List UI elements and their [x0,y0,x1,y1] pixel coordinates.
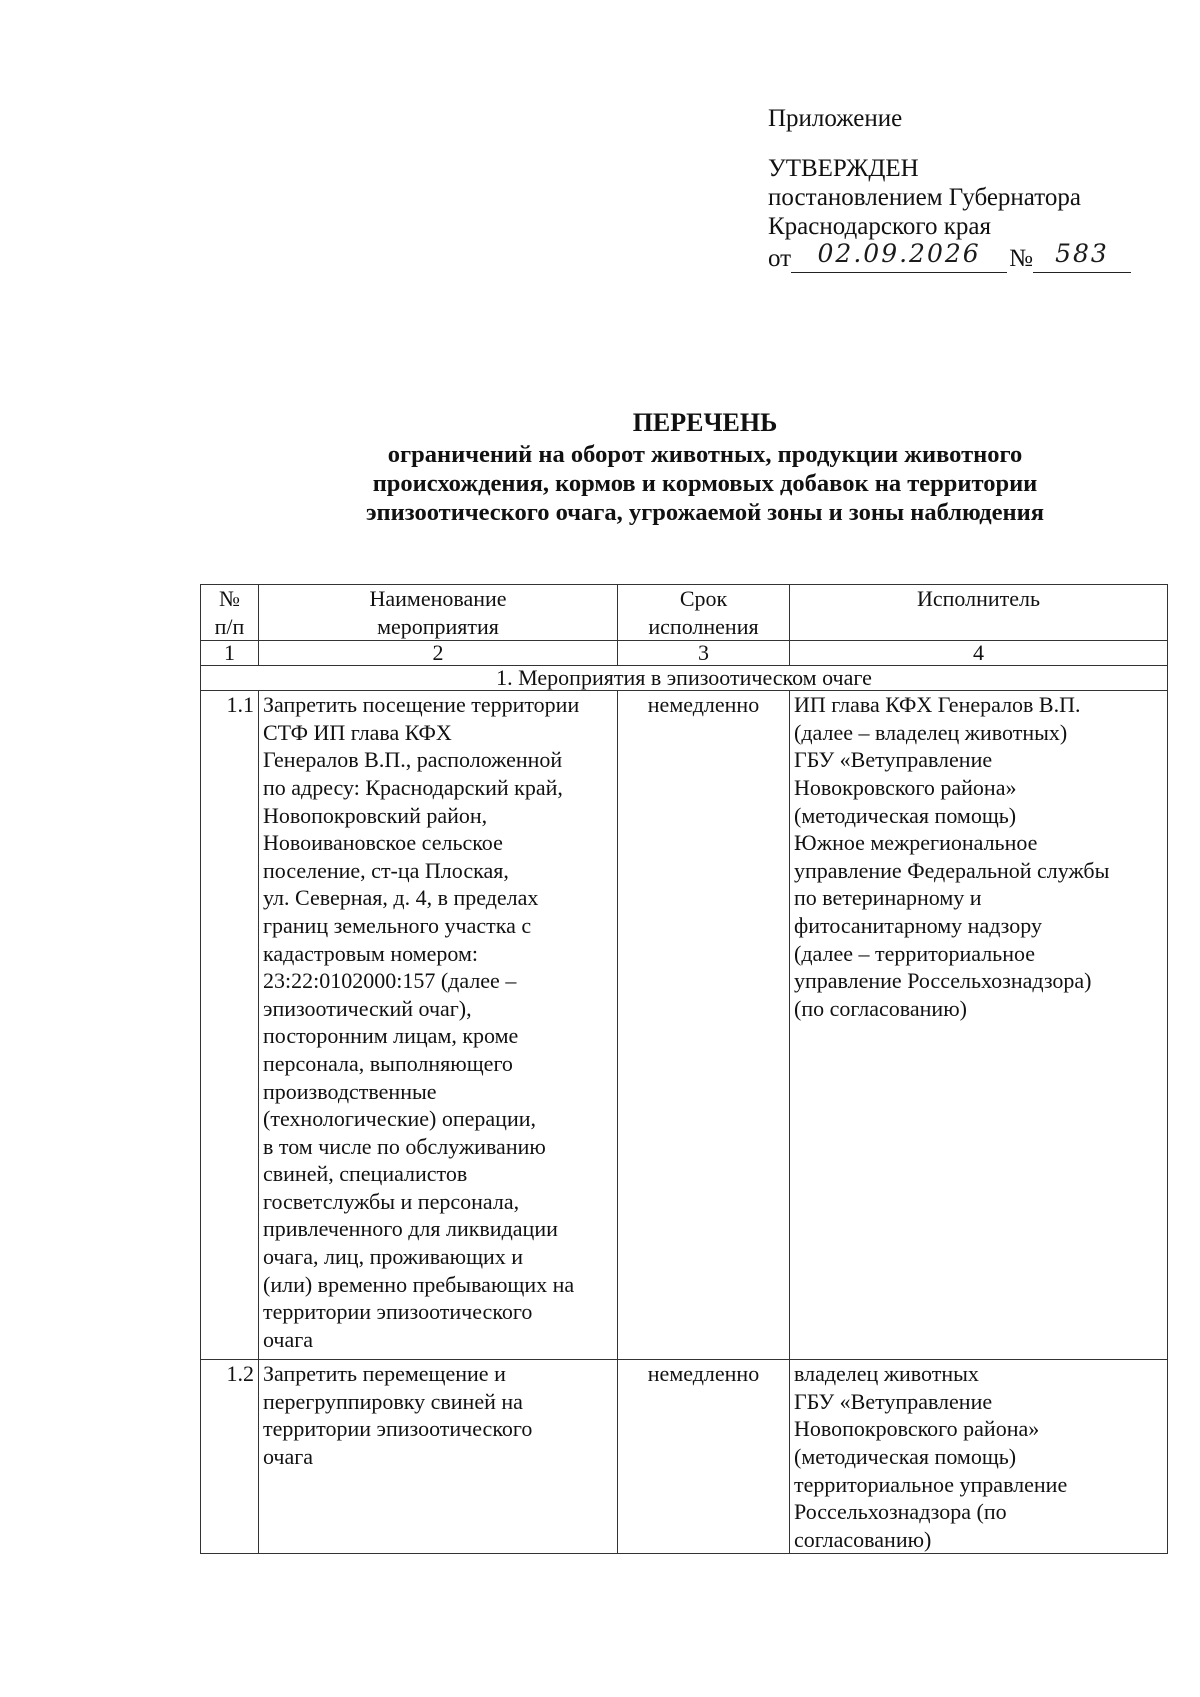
cell-line: очага [263,1443,314,1469]
row-number: 1.2 [201,1360,259,1554]
cell-line: (технологические) операции, [263,1106,536,1132]
date-number-line [768,241,1131,273]
cell-line: Новокровского района» [794,774,1017,800]
section-row [201,666,1168,691]
cell-line: Генералов В.П., расположенной [263,747,563,773]
title-line-2: происхождения, кормов и кормовых добавок на территории [372,470,1038,497]
row-term: немедленно [618,1360,790,1554]
row-term: немедленно [618,691,790,1360]
section-title: 1. Мероприятия в эпизоотическом очаге [201,666,1168,691]
cell-line: (далее – владелец животных) [794,719,1068,745]
cell-line: производственные [263,1078,437,1104]
header-measure: Наименование мероприятия [259,585,618,641]
column-number-row [201,641,1168,666]
cell-line: Новопокровский район, [263,802,488,828]
cell-line: согласованию) [794,1526,932,1552]
handwritten-date: 02.09.2026 [817,239,981,268]
cell-line: в том числе по обслуживанию [263,1133,546,1159]
table-header-row [201,585,1168,641]
row-number: 1.1 [201,691,259,1360]
row-measure [259,691,618,1360]
cell-line: Запретить посещение территории [263,692,580,718]
cell-line: (методическая помощь) [794,802,1017,828]
cell-line: ГБУ «Ветуправление [794,747,993,773]
cell-line: управление Россельхознадзора) [794,968,1092,994]
table-row [201,691,1168,1360]
cell-line: ГБУ «Ветуправление [794,1388,993,1414]
handwritten-number: 583 [1055,239,1109,268]
header-number: № п/п [201,585,259,641]
approved-by-region: Краснодарского края [768,213,991,240]
number-field [1033,241,1131,273]
cell-line: госветслужбы и персонала, [263,1188,520,1214]
measures-table [200,584,1168,1554]
row-executor [790,1360,1168,1554]
cell-line: эпизоотический очаг), [263,995,472,1021]
cell-line: территории эпизоотического [263,1416,533,1442]
cell-line: Новопокровского района» [794,1416,1040,1442]
cell-line: (или) временно пребывающих на [263,1271,575,1297]
cell-line: территории эпизоотического [263,1299,533,1325]
cell-line: ул. Северная, д. 4, в пределах [263,885,539,911]
header-executor: Исполнитель [790,585,1168,641]
cell-line: персонала, выполняющего [263,1050,513,1076]
header-term: Срок исполнения [618,585,790,641]
cell-line: Россельхознадзора (по [794,1499,1007,1525]
cell-line: кадастровым номером: [263,940,478,966]
document-title [300,408,1110,527]
cell-line: очага [263,1326,314,1352]
cell-line: Запретить перемещение и [263,1361,506,1387]
cell-line: перегруппировку свиней на [263,1388,523,1414]
cell-line: по адресу: Краснодарский край, [263,774,563,800]
appendix-label: Приложение [768,105,903,132]
row-executor [790,691,1168,1360]
column-number: 1 [201,641,259,666]
cell-line: (методическая помощь) [794,1443,1017,1469]
cell-line: Южное межрегиональное [794,830,1038,856]
title-line-1: ограничений на оборот животных, продукции животного [387,441,1023,468]
cell-line: границ земельного участка с [263,912,532,938]
cell-line: по ветеринарному и [794,885,982,911]
cell-line: очага, лиц, проживающих и [263,1244,524,1270]
cell-line: (далее – территориальное [794,940,1036,966]
approval-block [768,104,1131,273]
cell-line: привлеченного для ликвидации [263,1216,558,1242]
approved-by-line: постановлением Губернатора [768,184,1081,211]
cell-line: (по согласованию) [794,995,967,1021]
cell-line: ИП глава КФХ Генералов В.П. [794,692,1081,718]
row-measure [259,1360,618,1554]
cell-line: Новоивановское сельское [263,830,503,856]
table-row [201,1360,1168,1554]
cell-line: поселение, ст-ца Плоская, [263,857,509,883]
column-number: 2 [259,641,618,666]
title-line-3: эпизоотического очага, угрожаемой зоны и зоны наблюдения [365,499,1045,526]
cell-line: владелец животных [794,1361,979,1387]
cell-line: СТФ ИП глава КФХ [263,719,452,745]
cell-line: фитосанитарному надзору [794,912,1042,938]
cell-line: территориальное управление [794,1471,1068,1497]
date-prefix: от [768,245,792,272]
cell-line: 23:22:0102000:157 (далее – [263,968,517,994]
cell-line: управление Федеральной службы [794,857,1110,883]
approved-label: УТВЕРЖДЕН [768,155,919,182]
cell-line: свиней, специалистов [263,1161,468,1187]
column-number: 3 [618,641,790,666]
date-field [791,241,1007,273]
column-number: 4 [790,641,1168,666]
number-prefix: № [1009,245,1033,272]
cell-line: посторонним лицам, кроме [263,1023,519,1049]
title-main: ПЕРЕЧЕНЬ [632,408,778,437]
